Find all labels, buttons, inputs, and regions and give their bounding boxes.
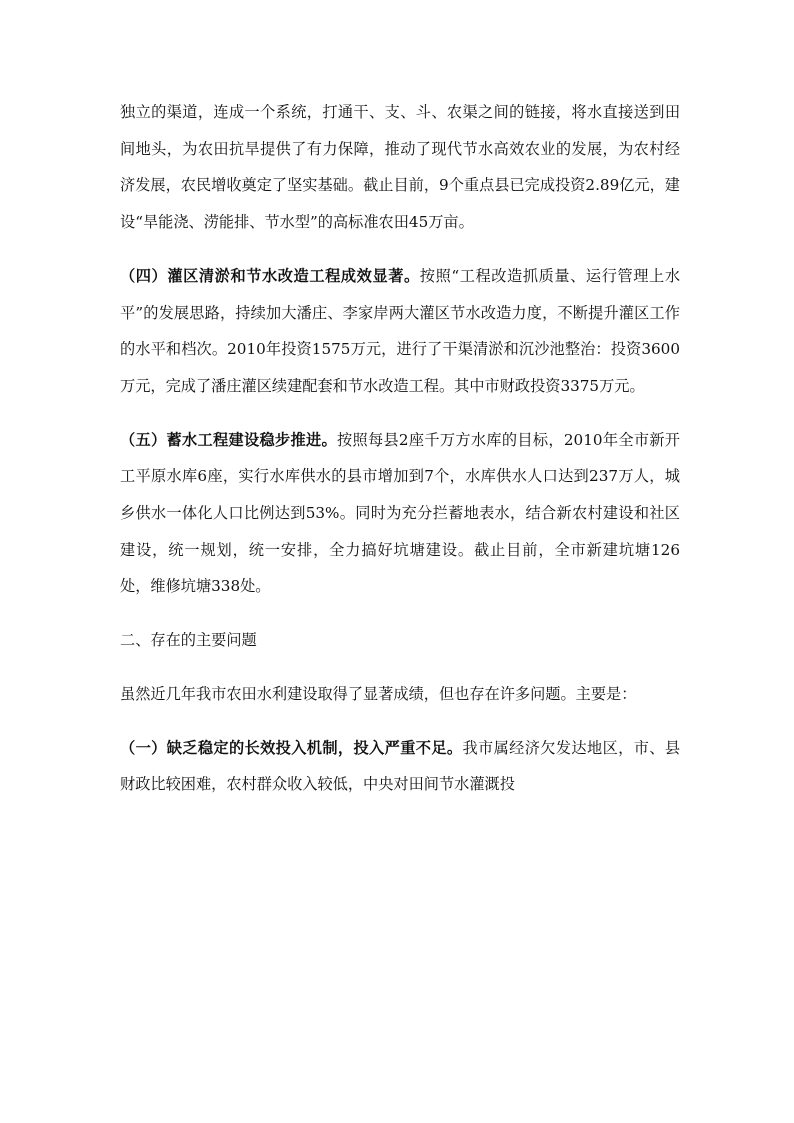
paragraph-text: 独立的渠道，连成一个系统，打通干、支、斗、农渠之间的链接，将水直接送到田间地头，为农田抗旱提供了有力保障，推动了现代节水高效农业的发展，为农村经济发展，农民增收奠定了坚实基础。截止目前，9个重点县已完成投资2.89亿元，建设“旱能浇、涝能排、节水型”的高标准农田45万亩。 bbox=[120, 103, 680, 232]
paragraph-text: 我市属经济欠发达地区，市、县财政比较困难，农村群众收入较低，中央对田间节水灌溉投 bbox=[120, 738, 681, 794]
paragraph-text: 按照每县2座千万方水库的目标，2010年全市新开工平原水库6座，实行水库供水的县市增加到7个，水库供水人口达到237万人，城乡供水一体化人口比例达到53%。同时为充分拦蓄地表水，结合新农村建设和社区建设，统一规划，统一安排，全力搞好坑塘建设。截止目前，全市新建坑塘126处，维修坑塘338处。 bbox=[120, 430, 680, 596]
section-heading: 二、存在的主要问题 bbox=[120, 631, 257, 650]
paragraph-intro-problems bbox=[120, 676, 680, 713]
paragraph-investment-problem bbox=[120, 730, 680, 803]
paragraph-text: 按照“工程改造抓质量、运行管理上水平”的发展思路，持续加大潘庄、李家岸两大灌区节水改造力度，不断提升灌区工作的水平和档次。2010年投资1575万元，进行了干渠清淤和沉沙池整治：投资3600万元，完成了潘庄灌区续建配套和节水改造工程。其中市财政投资3375万元。 bbox=[120, 266, 681, 395]
paragraph-irrigation-canals bbox=[120, 94, 680, 241]
paragraph-lead: （五）蓄水工程建设稳步推进。 bbox=[120, 430, 337, 449]
paragraph-text: 虽然近几年我市农田水利建设取得了显著成绩，但也存在许多问题。主要是： bbox=[120, 684, 637, 703]
document-page bbox=[120, 94, 680, 803]
paragraph-lead: （一）缺乏稳定的长效投入机制，投入严重不足。 bbox=[120, 738, 463, 757]
paragraph-water-storage bbox=[120, 422, 680, 606]
paragraph-lead: （四）灌区清淤和节水改造工程成效显著。 bbox=[120, 266, 420, 285]
paragraph-irrigation-district bbox=[120, 258, 680, 405]
